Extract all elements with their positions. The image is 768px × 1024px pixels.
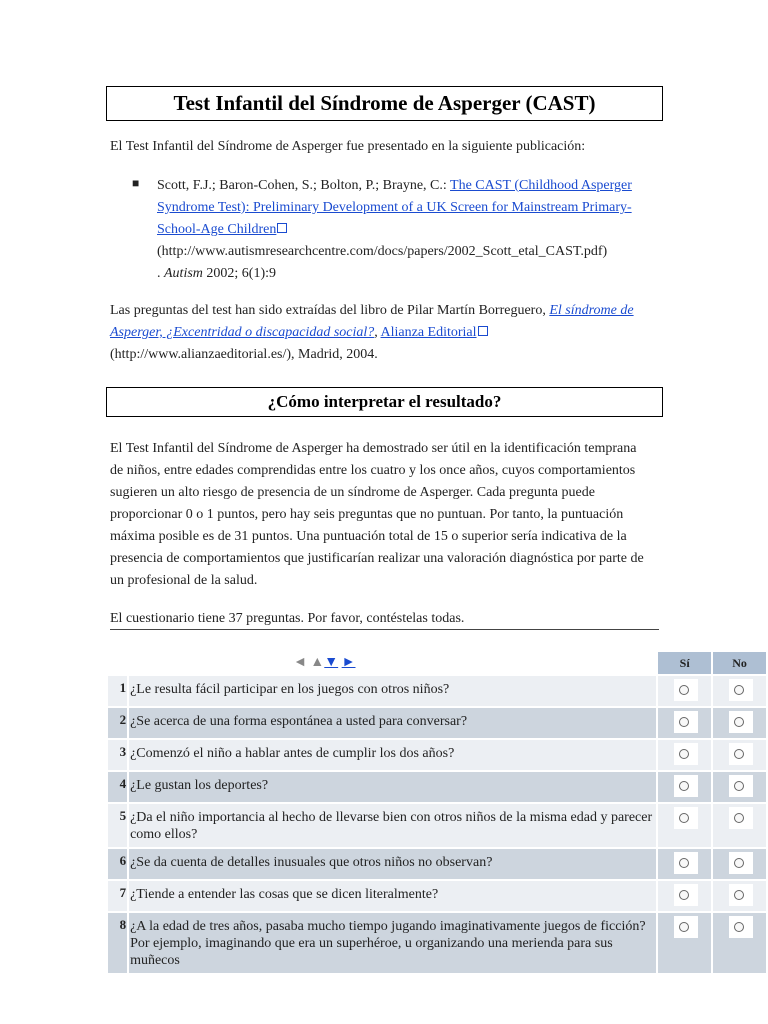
answer-no-cell <box>713 913 766 973</box>
question-number: 5 <box>108 804 127 847</box>
first-page-icon[interactable]: ◄ <box>293 655 307 670</box>
answer-no-cell <box>713 881 766 911</box>
table-row <box>108 772 766 802</box>
answer-no-radio[interactable] <box>729 743 753 765</box>
answer-yes-radio[interactable] <box>674 852 698 874</box>
column-header-yes: Sí <box>658 652 711 674</box>
prev-page-icon[interactable]: ▲ <box>310 655 325 670</box>
answer-no-cell <box>713 676 766 706</box>
answer-yes-radio[interactable] <box>674 807 698 829</box>
interpretation-text: El Test Infantil del Síndrome de Asperger ha demostrado ser útil en la identificación temprana de niños, entre edades comprendidas entre los cuatro y los once años, cuyos comportamientos sugieren un alto riesgo de presencia de un síndrome de Asperger. Cada pregunta puede proporcionar 0 o 1 puntos, pero hay seis preguntas que no puntuan. Por tanto, la puntuación máxima posible es de 31 puntos. Una puntuación total de 15 o superior sería indicativa de la presencia de comportamientos que justificarían realizar una valoración diagnóstica por parte de un profesional de la salud. <box>110 441 644 588</box>
table-row <box>108 676 766 706</box>
pagination-nav <box>129 652 656 674</box>
last-page-icon[interactable]: ► <box>341 655 356 670</box>
answer-yes-radio[interactable] <box>674 711 698 733</box>
table-row <box>108 913 766 973</box>
table-row <box>108 849 766 879</box>
reference-url: (http://www.autismresearchcentre.com/docs/papers/2002_Scott_etal_CAST.pdf) <box>157 244 608 259</box>
journal-details: 2002; 6(1):9 <box>202 266 276 281</box>
question-text: ¿Le gustan los deportes? <box>129 772 656 802</box>
table-row <box>108 740 766 770</box>
answer-no-cell <box>713 804 766 847</box>
column-header-no: No <box>713 652 766 674</box>
answer-yes-cell <box>658 849 711 879</box>
question-number: 1 <box>108 676 127 706</box>
table-row <box>108 708 766 738</box>
source-suffix: (http://www.alianzaeditorial.es/), Madrid, 2004. <box>110 347 378 362</box>
intro-text: El Test Infantil del Síndrome de Asperger fue presentado en la siguiente publicación: <box>110 139 586 154</box>
answer-no-radio[interactable] <box>729 916 753 938</box>
question-text: ¿Da el niño importancia al hecho de llevarse bien con otros niños de la misma edad y parecer como ellos? <box>129 804 656 847</box>
table-row <box>108 804 766 847</box>
question-number: 6 <box>108 849 127 879</box>
answer-no-cell <box>713 740 766 770</box>
journal-prefix: . <box>157 266 164 281</box>
reference-item <box>157 175 667 285</box>
question-number: 8 <box>108 913 127 973</box>
answer-no-radio[interactable] <box>729 775 753 797</box>
questionnaire-table <box>106 650 768 975</box>
table-row <box>108 881 766 911</box>
answer-no-cell <box>713 708 766 738</box>
question-text: ¿Se acerca de una forma espontánea a usted para conversar? <box>129 708 656 738</box>
reference-link[interactable]: The CAST (Childhood Asperger Syndrome Test): Preliminary Development of a UK Screen for Mainstream Primary-School-Age Children <box>157 178 632 237</box>
book-link[interactable]: El síndrome de Asperger, ¿Excentridad o discapacidad social? <box>110 303 634 340</box>
reference-authors: Scott, F.J.; Baron-Cohen, S.; Bolton, P.; Brayne, C.: <box>157 178 451 193</box>
question-text: ¿Comenzó el niño a hablar antes de cumplir los dos años? <box>129 740 656 770</box>
answer-no-radio[interactable] <box>729 884 753 906</box>
external-link-icon <box>277 223 287 233</box>
answer-yes-cell <box>658 708 711 738</box>
page-title: Test Infantil del Síndrome de Asperger (CAST) <box>106 86 663 121</box>
question-count-note: El cuestionario tiene 37 preguntas. Por favor, contéstelas todas. <box>110 609 659 630</box>
question-number: 2 <box>108 708 127 738</box>
question-number: 7 <box>108 881 127 911</box>
external-link-icon <box>478 326 488 336</box>
answer-no-cell <box>713 849 766 879</box>
answer-no-cell <box>713 772 766 802</box>
bullet-icon: ■ <box>132 176 140 190</box>
source-text <box>110 300 650 366</box>
answer-yes-cell <box>658 881 711 911</box>
question-text: ¿Tiende a entender las cosas que se dicen literalmente? <box>129 881 656 911</box>
answer-yes-cell <box>658 740 711 770</box>
answer-yes-radio[interactable] <box>674 679 698 701</box>
section-heading: ¿Cómo interpretar el resultado? <box>106 387 663 417</box>
answer-yes-cell <box>658 676 711 706</box>
answer-no-radio[interactable] <box>729 711 753 733</box>
answer-yes-radio[interactable] <box>674 916 698 938</box>
answer-yes-radio[interactable] <box>674 775 698 797</box>
answer-no-radio[interactable] <box>729 679 753 701</box>
question-number: 3 <box>108 740 127 770</box>
table-header-row <box>108 652 766 674</box>
next-page-icon[interactable]: ▼ <box>324 655 339 670</box>
question-rows <box>108 676 766 973</box>
answer-yes-cell <box>658 913 711 973</box>
answer-no-radio[interactable] <box>729 852 753 874</box>
source-prefix: Las preguntas del test han sido extraídas del libro de Pilar Martín Borreguero, <box>110 303 550 318</box>
question-text: ¿Le resulta fácil participar en los juegos con otros niños? <box>129 676 656 706</box>
publisher-link[interactable]: Alianza Editorial <box>380 325 477 340</box>
answer-no-radio[interactable] <box>729 807 753 829</box>
answer-yes-cell <box>658 804 711 847</box>
question-text: ¿A la edad de tres años, pasaba mucho tiempo jugando imaginativamente juegos de ficción? Por ejemplo, imaginando que era un superhéroe, u organizando una merienda para sus muñecos <box>129 913 656 973</box>
answer-yes-radio[interactable] <box>674 884 698 906</box>
answer-yes-radio[interactable] <box>674 743 698 765</box>
question-number: 4 <box>108 772 127 802</box>
source-comma: , <box>374 325 381 340</box>
question-text: ¿Se da cuenta de detalles inusuales que otros niños no observan? <box>129 849 656 879</box>
answer-yes-cell <box>658 772 711 802</box>
journal-name: Autism <box>164 266 203 281</box>
